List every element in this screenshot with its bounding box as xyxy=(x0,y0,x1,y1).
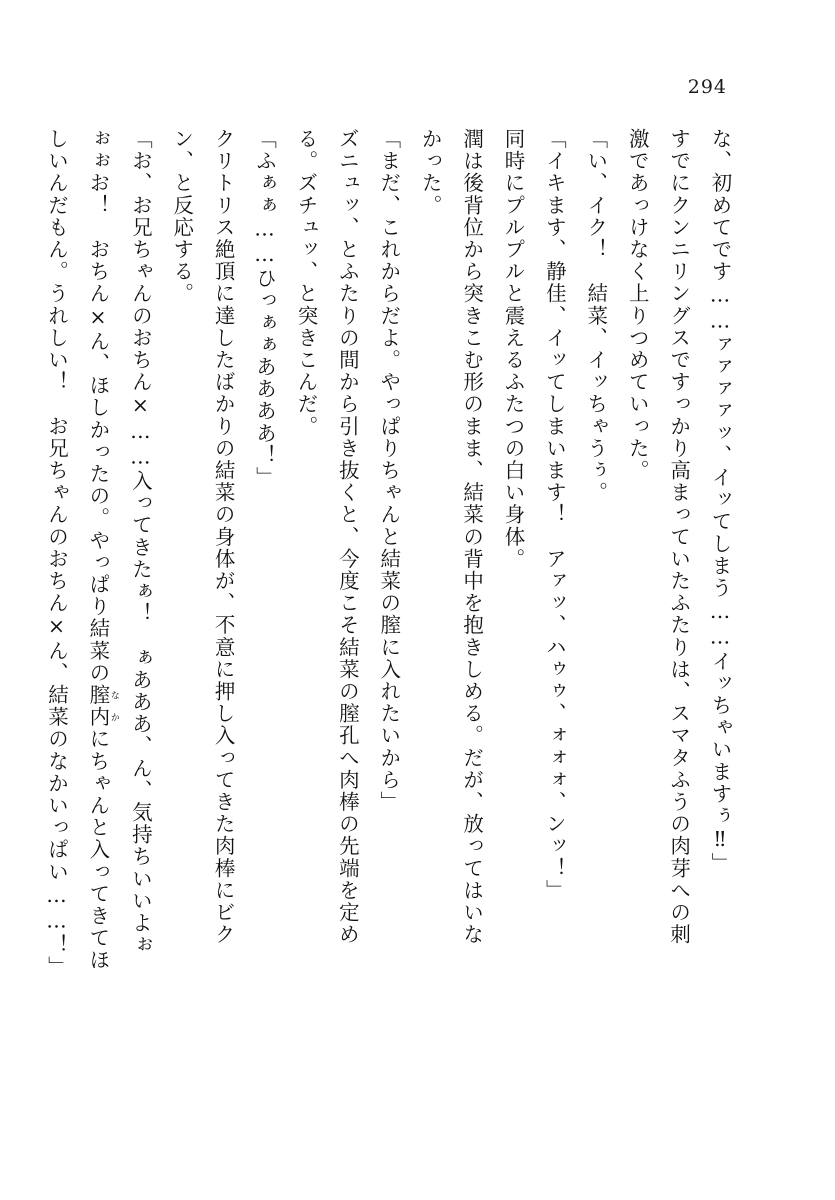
paragraph: 「まだ、これからだよ。やっぱりちゃんと結菜の膣に入れたいから」 xyxy=(376,128,401,814)
paragraph: な、初めてです……ァァァァッ、イッてしまう……イッちゃいますぅ‼」 xyxy=(708,128,732,875)
paragraph-with-ruby: ぉぉお！ おちん×ん、ほしかったの。やっぱり結菜の膣内 なかにちゃんと入ってきてほ xyxy=(85,128,119,972)
page-number: 294 xyxy=(687,76,727,98)
paragraph: 「イキます、静佳、イッてしまいます！ アァッ、ハゥゥ、ォォォ、ンッ！」 xyxy=(542,128,567,902)
paragraph: ン、と反応する。 xyxy=(169,128,194,305)
paragraph: 激であっけなく上りつめていった。 xyxy=(625,128,650,482)
paragraph: 潤は後背位から突きこむ形のまま、結菜の背中を抱きしめる。だが、放ってはいな xyxy=(459,128,484,946)
paragraph: 「お、お兄ちゃんのおちん×……入ってきたぁ！ ぁあああ、ん、気持ちいいよぉ xyxy=(128,128,153,957)
paragraph: 同時にプルプルと震えるふたつの白い身体。 xyxy=(500,128,525,570)
paragraph: クリトリス絶頂に達したばかりの結菜の身体が、不意に押し入ってきた肉棒にビク xyxy=(211,128,236,946)
paragraph: すでにクンニリングスですっかり高まっていたふたりは、スマタふうの肉芽への刺 xyxy=(666,128,691,946)
paragraph: かった。 xyxy=(418,128,443,217)
paragraph: る。ズチュッ、と突きこんだ。 xyxy=(293,128,318,438)
paragraph: 「ふぁぁ……ひっぁぁああああ！」 xyxy=(252,128,277,489)
page-body-text xyxy=(44,128,740,1088)
paragraph: 「い、イク！ 結菜、イッちゃうぅ。 xyxy=(583,128,608,504)
paragraph: ズニュッ、とふたりの間から引き抜くと、今度こそ結菜の膣孔へ肉棒の先端を定め xyxy=(335,128,360,946)
paragraph: しいんだもん。うれしい！ お兄ちゃんのおちん×ん、結菜のなかいっぱい……！」 xyxy=(44,128,69,979)
